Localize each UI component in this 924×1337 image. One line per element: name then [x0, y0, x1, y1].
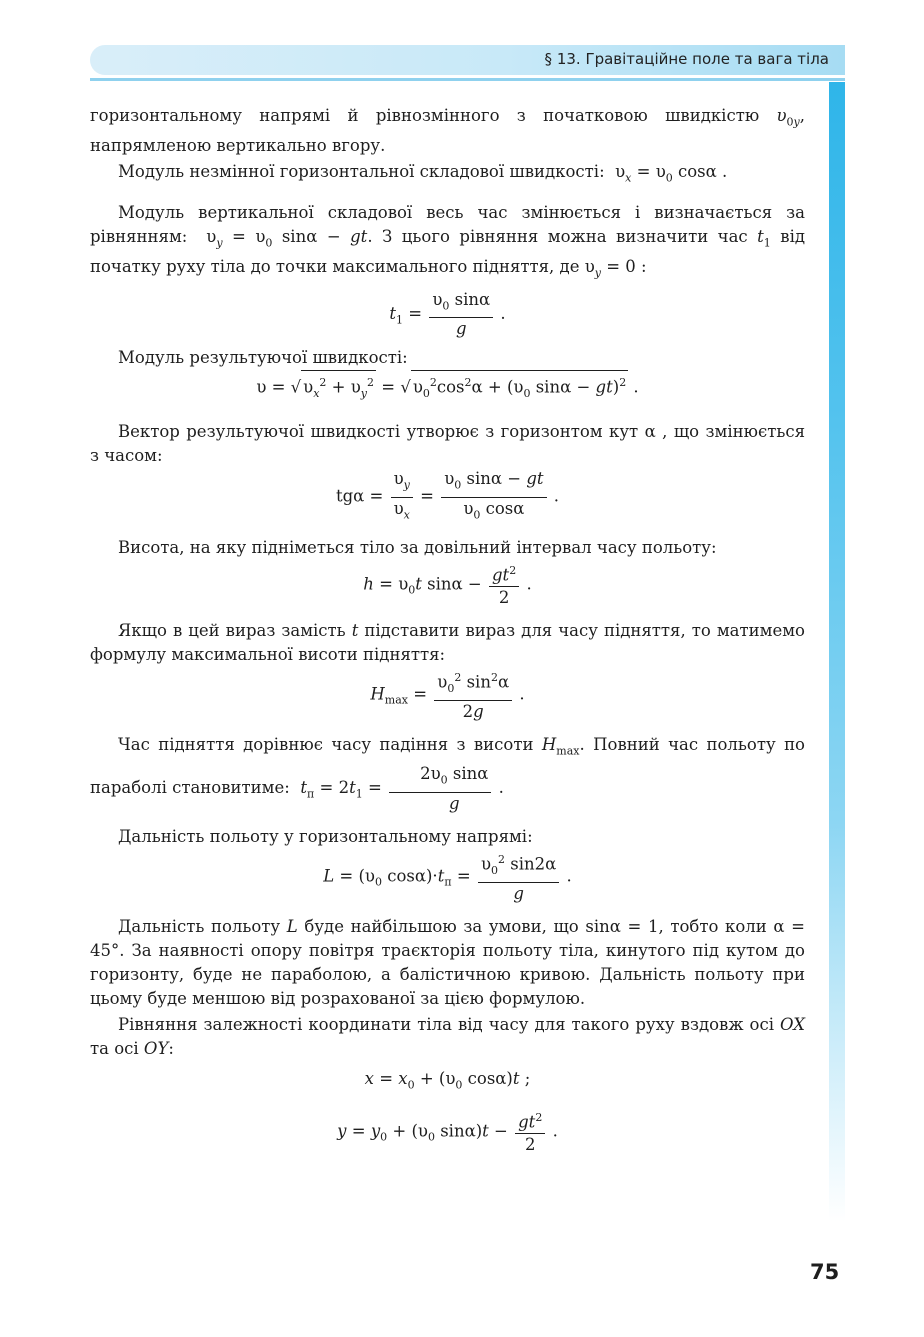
- paragraph-4: Модуль результуючої швидкості:: [118, 348, 408, 368]
- paragraph-9: Дальність польоту у горизонтальному напрямі:: [118, 826, 533, 846]
- header-underline: [90, 78, 845, 81]
- paragraph-11: Рівняння залежності координати тіла від часу для такого руху вздовж осі OX та осі OY:: [90, 1014, 805, 1058]
- chapter-header-bar: [90, 45, 845, 75]
- paragraph-5: Вектор результуючої швидкості утворює з горизонтом кут α , що змінюється з часом:: [90, 422, 805, 466]
- chapter-title: § 13. Гравітаційне поле та вага тіла: [544, 50, 829, 68]
- formula-tg-alpha: tgα = $\frac{\upsilon_y}{\upsilon_x}$ = $\frac{\upsilon_0 \sin\alpha - gt}{\upsilon_0 \cos\alpha}$ .: [335, 469, 560, 521]
- side-color-stripe: [829, 82, 845, 1222]
- formula-y: $y = y_0 + (\upsilon_0$ sinα)t − $\frac{gt^2}{2}$ .: [90, 1107, 805, 1157]
- paragraph-6: Висота, на яку підніметься тіло за довільний інтервал часу польоту:: [118, 537, 717, 557]
- formula-resultant-speed: υ = √ $\upsilon_x^2 + \upsilon_y^2$ = √ $\upsilon_0^2\cos^2\alpha + (\upsilon_0$ sinα − gt)$^2$ .: [90, 370, 805, 406]
- page-number: 75: [810, 1260, 840, 1284]
- formula-range: $L = (\upsilon_0$ $\cos\alpha)\cdot t_п$ = $\frac{\upsilon_0^2 \sin 2\alpha}{g}$ .: [90, 849, 805, 905]
- formula-x: $x = x_0 + (\upsilon_0$ cosα)t ;: [364, 1068, 531, 1091]
- paragraph-8: Час підняття дорівнює часу падіння з висоти $H_{max}$. Повний час польоту по параболі становитиме: $t_п = 2t_1$ = $\frac{2\upsilon_0 \sin\alpha}{g}$ .: [90, 735, 805, 813]
- page-content: [90, 104, 805, 1156]
- paragraph-1: горизонтальному напрямі й рівнозмінного з початковою швидкістю $\upsilon_{0y}$, напрямленою вертикально вгору.: [90, 106, 805, 156]
- paragraph-7: Якщо в цей вираз замість t підставити вираз для часу підняття, то матимемо формулу максимальної висоти підняття:: [90, 621, 805, 665]
- formula-height: $h = \upsilon_0t$ sinα − $\frac{gt^2}{2}$ .: [90, 560, 805, 610]
- paragraph-2: Модуль незмінної горизонтальної складової швидкості: $\upsilon_x = \upsilon_0$ cosα .: [118, 162, 728, 185]
- paragraph-3: Модуль вертикальної складової весь час змінюється і визначається за рівнянням: $\upsilon_y = \upsilon_0$ sinα − gt. З цього рівняння можна визначити час $t_1$ від початку руху тіла до точки максимального підняття, де $\upsilon_y = 0$ :: [90, 202, 806, 280]
- paragraph-10: Дальність польоту L буде найбільшою за умови, що sinα = 1, тобто коли α = 45°. За наявності опору повітря траєкторія польоту тіла, кинутого під кутом до горизонту, буде не параболою, а балістичною кривою. Дальність польоту при цьому буде меншою від розрахованої за цією формулою.: [90, 916, 805, 1008]
- formula-hmax: $H_{max}$ = $\frac{\upsilon_0^2 \sin^2\alpha}{2g}$ .: [90, 667, 805, 723]
- formula-t1: $t_1$ = $\frac{\upsilon_0 \sin\alpha}{g}$ .: [389, 290, 506, 339]
